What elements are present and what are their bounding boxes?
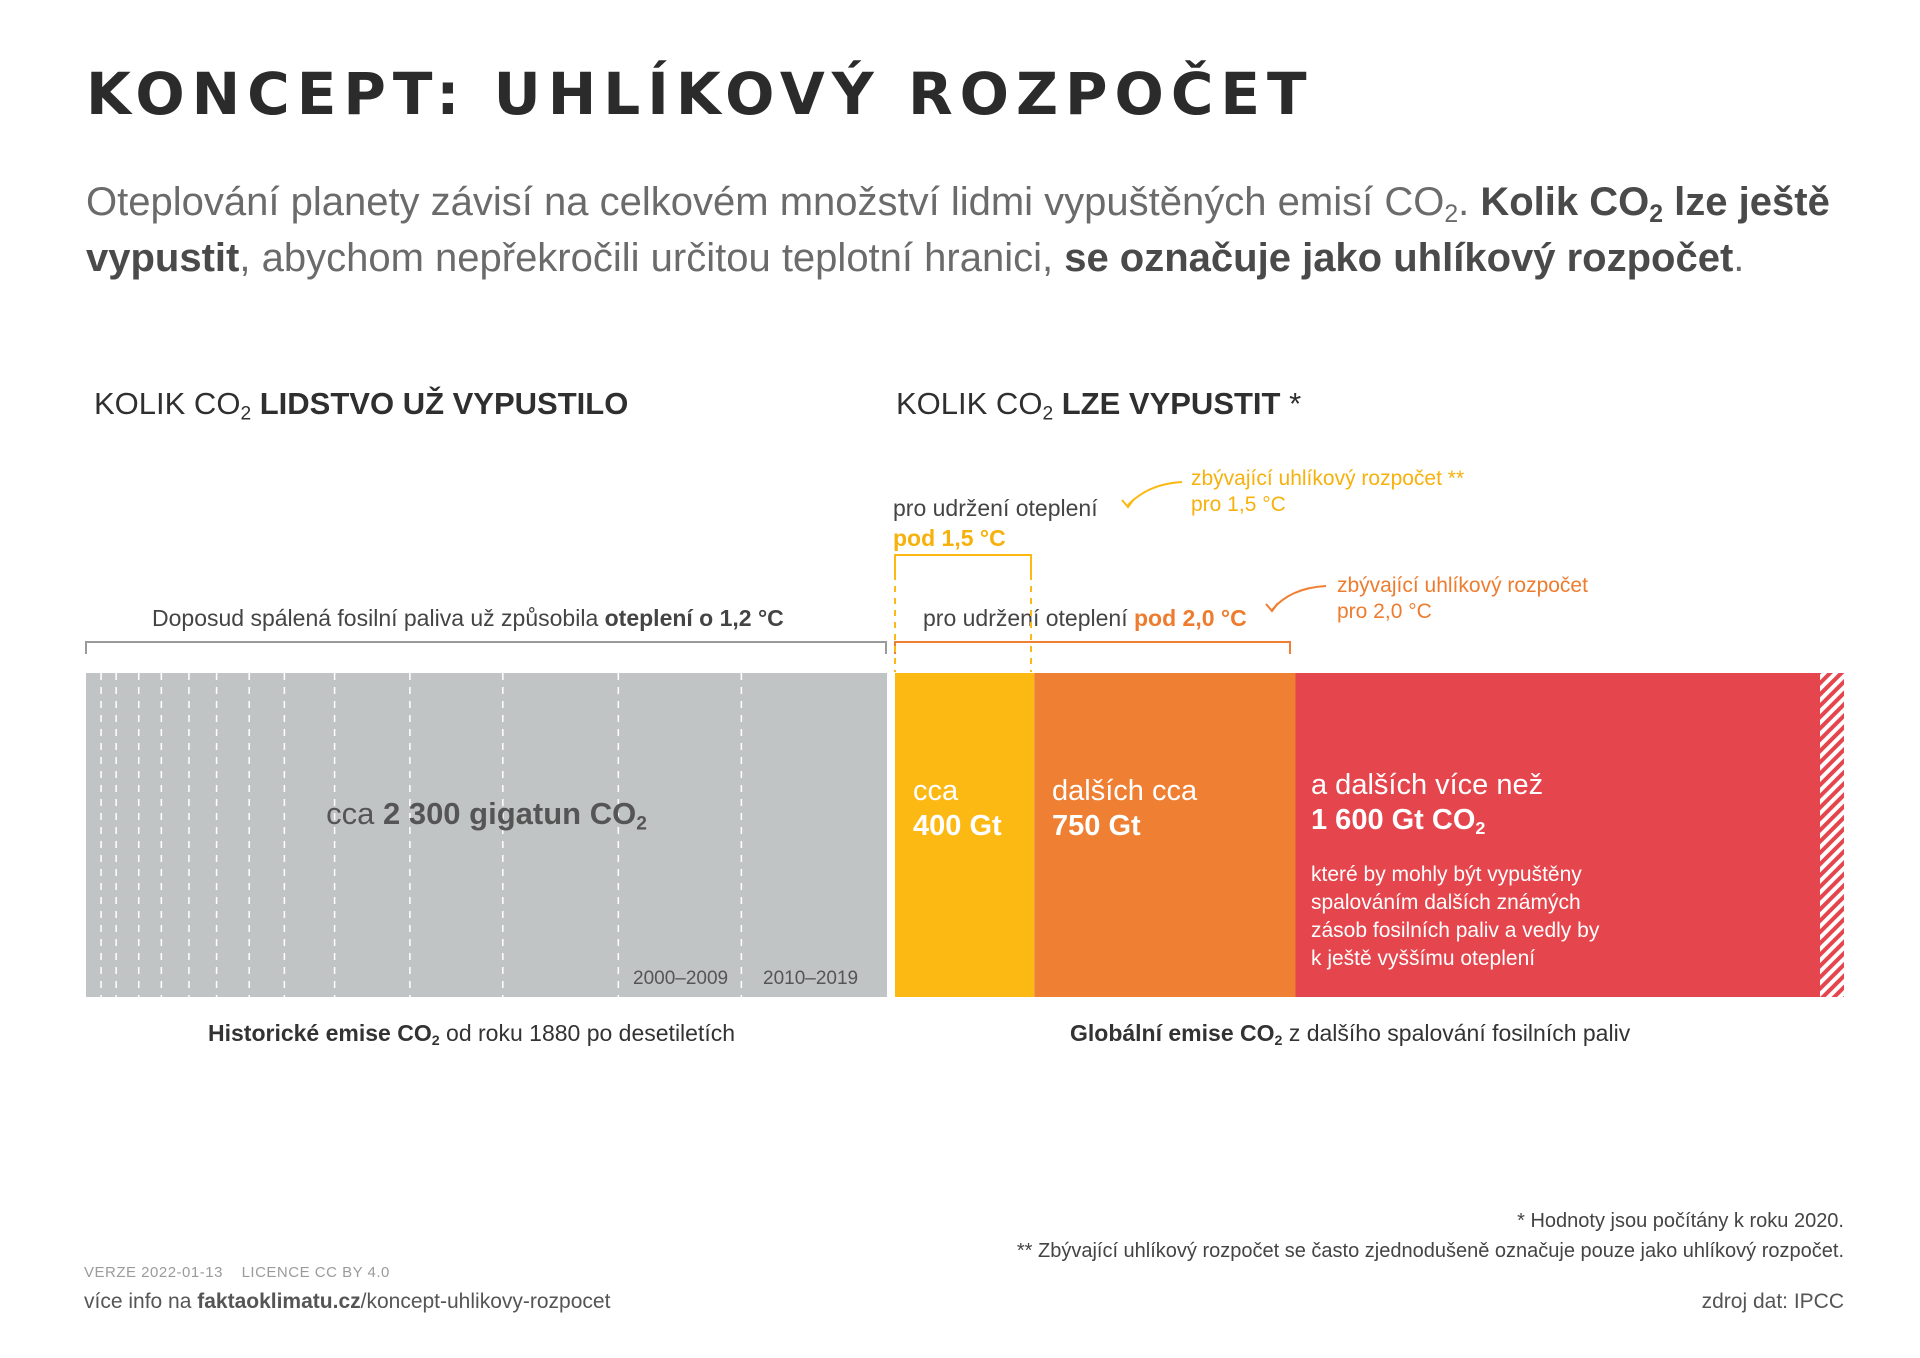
intro-text: Oteplování planety závisí na celkovém množství lidmi vypuštěných emisí $CO_2$. Kolik $CO_2$ lze ještě vypustit, abychom nepřekročili určitou teplotní hranici, se označuje jako uhlíkový rozpočet. (86, 180, 1830, 280)
yellow-value-label: cca 400 Gt (913, 775, 1002, 842)
historic-value-label: cca 2 300 gigatun $CO_2$ (326, 796, 647, 835)
bracket-2-0 (895, 642, 1290, 654)
page-title: KONCEPT: UHLÍKOVÝ ROZPOČET (86, 60, 1314, 128)
red-value-label: a dalších více než 1 600 Gt $CO_2$ (1311, 769, 1544, 839)
caption-future: Globální emise $CO_2$ z dalšího spalování fosilních paliv (1070, 1020, 1631, 1049)
label-2-0: pro udržení oteplení pod 2,0 °C (923, 605, 1247, 631)
bar-red-hatched (1820, 673, 1844, 997)
version-license: VERZE 2022-01-13 LICENCE CC BY 4.0 (84, 1264, 390, 1281)
bar-historic (86, 673, 887, 997)
label-1-5: pro udržení oteplení pod 1,5 °C (893, 495, 1098, 551)
arrow-1-5 (1128, 482, 1182, 505)
annotation-2-0: zbývající uhlíkový rozpočet pro 2,0 °C (1337, 574, 1588, 623)
arrow-2-0 (1272, 586, 1326, 610)
footnotes: * Hodnoty jsou počítány k roku 2020. ** Zbývající uhlíkový rozpočet se často zjednodušeně označuje pouze jako uhlíkový rozpočet. (1016, 1210, 1844, 1262)
red-description: které by mohly být vypuštěny spalováním dalších známých zásob fosilních paliv a vedly by k ještě vyššímu oteplení (1311, 863, 1600, 970)
bracket-1-5 (895, 555, 1031, 574)
orange-value-label: dalších cca 750 Gt (1052, 775, 1198, 842)
section-heading-emitted: KOLIK $CO_2$ LIDSTVO UŽ VYPUSTILO (94, 386, 629, 425)
annotation-1-5: zbývající uhlíkový rozpočet ** pro 1,5 °C (1191, 467, 1465, 516)
section-heading-remaining: KOLIK $CO_2$ LZE VYPUSTIT * (896, 386, 1302, 425)
warming-note: Doposud spálená fosilní paliva už způsobila oteplení o 1,2 °C (152, 605, 784, 631)
more-info-link[interactable]: více info na faktaoklimatu.cz/koncept-uhlikovy-rozpocet (84, 1290, 611, 1313)
decade-label-2010: 2010–2019 (763, 968, 859, 989)
bracket-historic (86, 642, 886, 654)
data-source: zdroj dat: IPCC (1701, 1290, 1844, 1313)
decade-label-2000: 2000–2009 (633, 968, 729, 989)
caption-historic: Historické emise $CO_2$ od roku 1880 po desetiletích (208, 1020, 736, 1049)
